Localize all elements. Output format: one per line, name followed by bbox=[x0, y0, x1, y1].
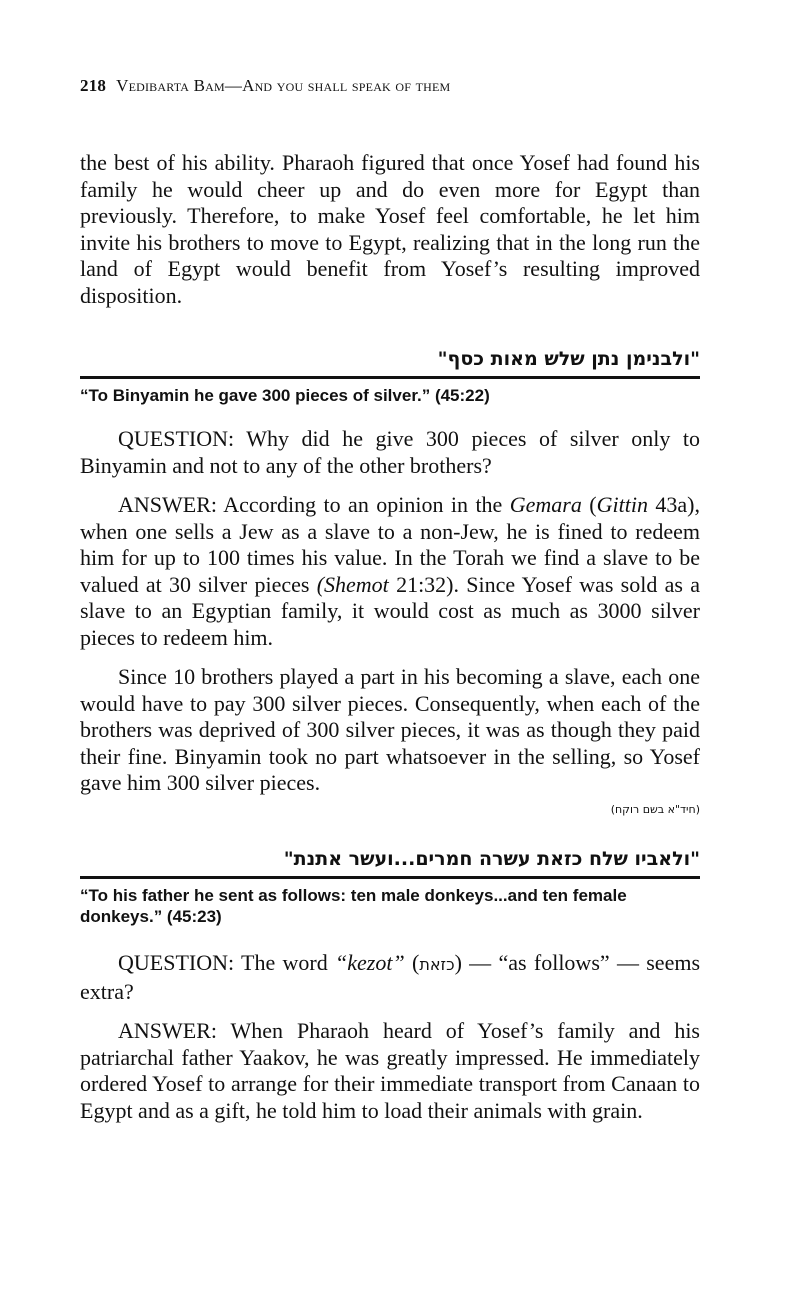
section-2-rule bbox=[80, 876, 700, 879]
intro-block bbox=[80, 150, 700, 309]
section-1-rule bbox=[80, 376, 700, 379]
section-1 bbox=[80, 348, 700, 406]
section-1-hebrew-heading: "ולבנימן נתן שלש מאות כסף" bbox=[437, 348, 700, 370]
section-1-source: (חיד"א בשם רוקח) bbox=[610, 802, 700, 816]
answer-gemara: Gemara bbox=[509, 492, 582, 517]
running-title: Vedibarta Bam—And you shall speak of them bbox=[116, 76, 451, 95]
section-2-body bbox=[80, 950, 700, 1124]
section-1-continuation: Since 10 brothers played a part in his becoming a slave, each one would have to pay 300 silver pieces. Consequently, when each of the brothers was deprived of 300 silver pieces, it was as though they paid their fine. Binyamin took no part whatsoever in the selling, so Yosef gave him 300 silver pieces. bbox=[80, 664, 700, 795]
section-2 bbox=[80, 848, 700, 927]
section-1-answer bbox=[80, 492, 700, 651]
answer-text-3: 43a), when one sells a Jew as a slave to a non-Jew, he is fined to redeem him for up to 100 times his value. In the Torah we find a slave to be valued at 30 silver pieces bbox=[80, 492, 701, 597]
answer-shemot: (Shemot bbox=[316, 571, 389, 597]
section-1-english-heading: “To Binyamin he gave 300 pieces of silver.” (45:22) bbox=[80, 385, 490, 405]
intro-paragraph: the best of his ability. Pharaoh figured that once Yosef had found his family he would cheer up and do even more for Egypt than previously. Therefore, to make Yosef feel comfortable, he let him invite his brothers to move to Egypt, realizing that in the long run the land of Egypt would benefit from Yosef’s resulting improved disposition. bbox=[80, 150, 700, 308]
section-1-question: QUESTION: Why did he give 300 pieces of silver only to Binyamin and not to any of the other brothers? bbox=[80, 426, 700, 478]
answer-gittin: Gittin bbox=[596, 492, 648, 517]
page-number: 218 bbox=[80, 76, 107, 95]
running-header bbox=[80, 76, 450, 96]
section-2-question bbox=[80, 950, 700, 1005]
answer-text-4: 21:32). Since Yosef was sold as a slave to an Egyptian family, it would cost as much as 3000 silver pieces to redeem him. bbox=[80, 571, 700, 650]
section-2-hebrew-heading: "ולאביו שלח כזאת עשרה חמרים...ועשר אתנת" bbox=[283, 848, 700, 870]
question-text-3: ) — “as follows” — seems extra? bbox=[80, 950, 701, 1004]
question-text-2: ( bbox=[404, 950, 420, 975]
question-kezot: “kezot” bbox=[335, 950, 405, 975]
answer-text-2: ( bbox=[581, 492, 597, 517]
answer-text-1: ANSWER: According to an opinion in the bbox=[118, 492, 510, 517]
section-2-answer: ANSWER: When Pharaoh heard of Yosef’s family and his patriarchal father Yaakov, he was greatly impressed. He immediately ordered Yosef to arrange for their immediate transport from Canaan to Egypt and as a gift, he told him to load their animals with grain. bbox=[80, 1018, 700, 1123]
section-2-english-heading: “To his father he sent as follows: ten male donkeys...and ten female donkeys.” (45:23) bbox=[80, 885, 627, 926]
section-1-body bbox=[80, 426, 700, 816]
question-hebrew-word: כזאת bbox=[419, 955, 455, 974]
question-text-1: QUESTION: The word bbox=[118, 950, 336, 975]
